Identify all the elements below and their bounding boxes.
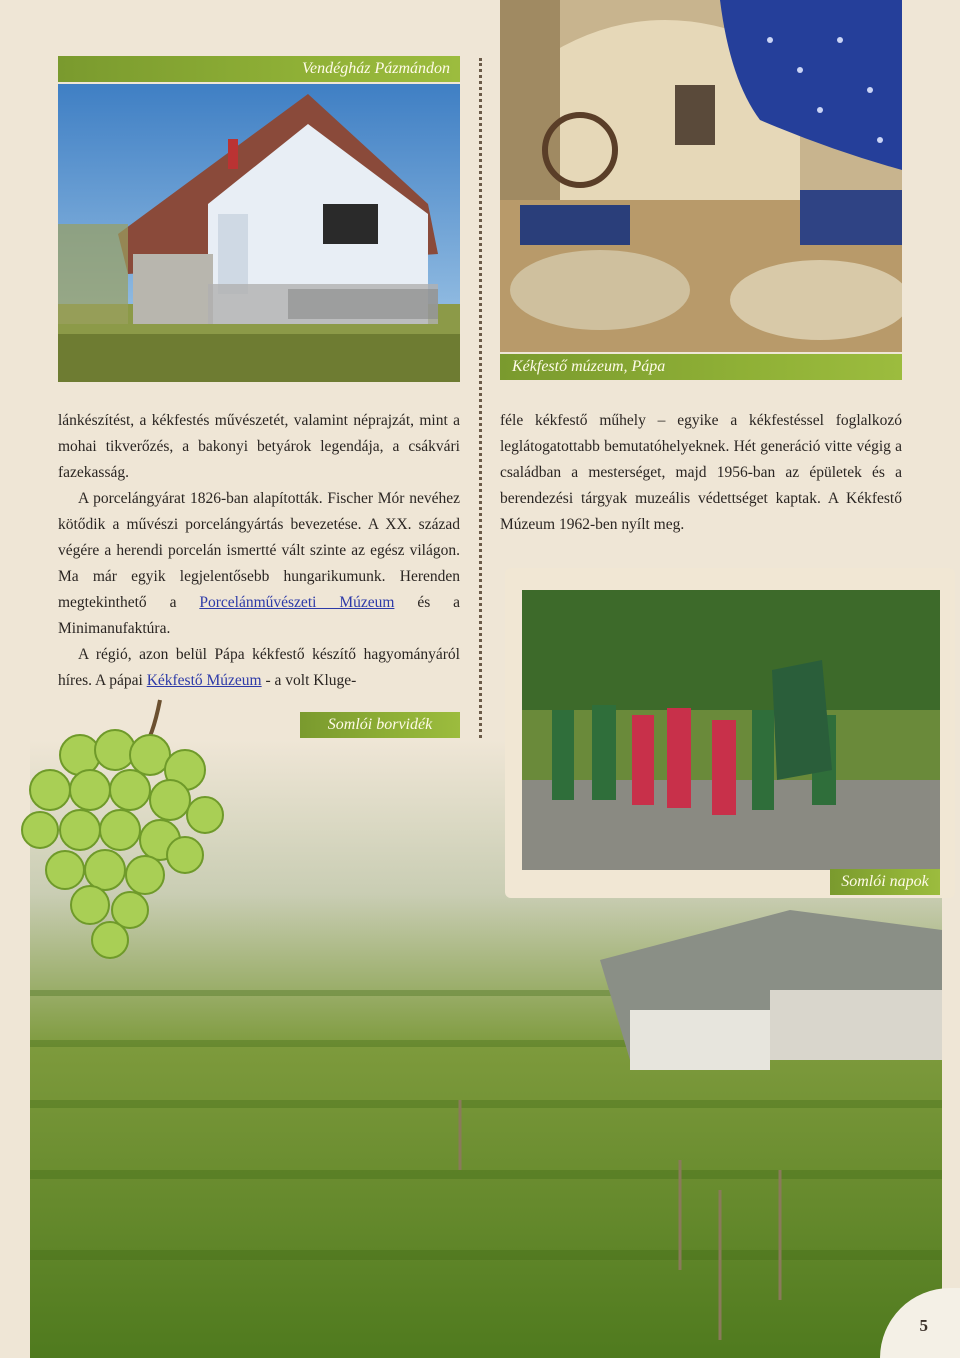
left-paragraph-3-text: A régió, azon belül Pápa kékfestő készítő hagyományáról híres. A pápai [58, 646, 460, 689]
museum-image [500, 0, 902, 352]
left-paragraph-3 [58, 642, 460, 694]
porcelain-museum-link[interactable]: Porcelánművészeti Múzeum [199, 594, 395, 611]
left-paragraph-3-end: - a volt Kluge- [265, 672, 357, 689]
caption-borvidek: Somlói borvidék [300, 712, 460, 738]
left-paragraph-2-end: és a Minimanufaktúra. [58, 594, 461, 637]
right-column-text [500, 408, 902, 538]
left-column-text [58, 408, 460, 694]
guest-house-image [58, 84, 460, 382]
photo-museum [500, 0, 902, 352]
caption-vendeghaz: Vendégház Pázmándon [58, 56, 460, 82]
page-number: 5 [880, 1288, 960, 1358]
left-paragraph-1: lánkészítést, a kékfestés művészetét, valamint néprajzát, mint a mohai tikverőzés, a bakonyi betyárok legendája, a csákvári fazekasság. [58, 412, 460, 481]
photo-festival [522, 590, 940, 870]
grape-icon [10, 695, 240, 965]
festival-image [522, 590, 940, 870]
left-paragraph-2-text: A porcelángyárat 1826-ban alapították. Fischer Mór nevéhez kötődik a művészi porcelángyártás bevezetése. A XX. század végére a herendi porcelán ismertté vált szinte az egész világon. Ma már egyik legjelentősebb hungarikumunk. Herenden megtekinthető a [58, 490, 460, 611]
photo-guest-house [58, 84, 460, 382]
left-paragraph-2 [58, 486, 460, 642]
caption-napok: Somlói napok [830, 869, 940, 895]
right-paragraph-1: féle kékfestő műhely – egyike a kékfestéssel foglalkozó leglátogatottabb bemutatóhelyeknek. Hét generáció vitte végig a családban a mesterséget, majd 1956-ban az épületek és a berendezési tárgyak muzeális védettséget kaptak. A Kékfestő Múzeum 1962-ben nyílt meg. [500, 412, 902, 533]
caption-muzeum: Kékfestő múzeum, Pápa [500, 354, 902, 380]
column-divider [479, 58, 482, 738]
kekfesto-museum-link[interactable]: Kékfestő Múzeum [146, 672, 262, 689]
grape-bunch-decoration [10, 695, 240, 965]
